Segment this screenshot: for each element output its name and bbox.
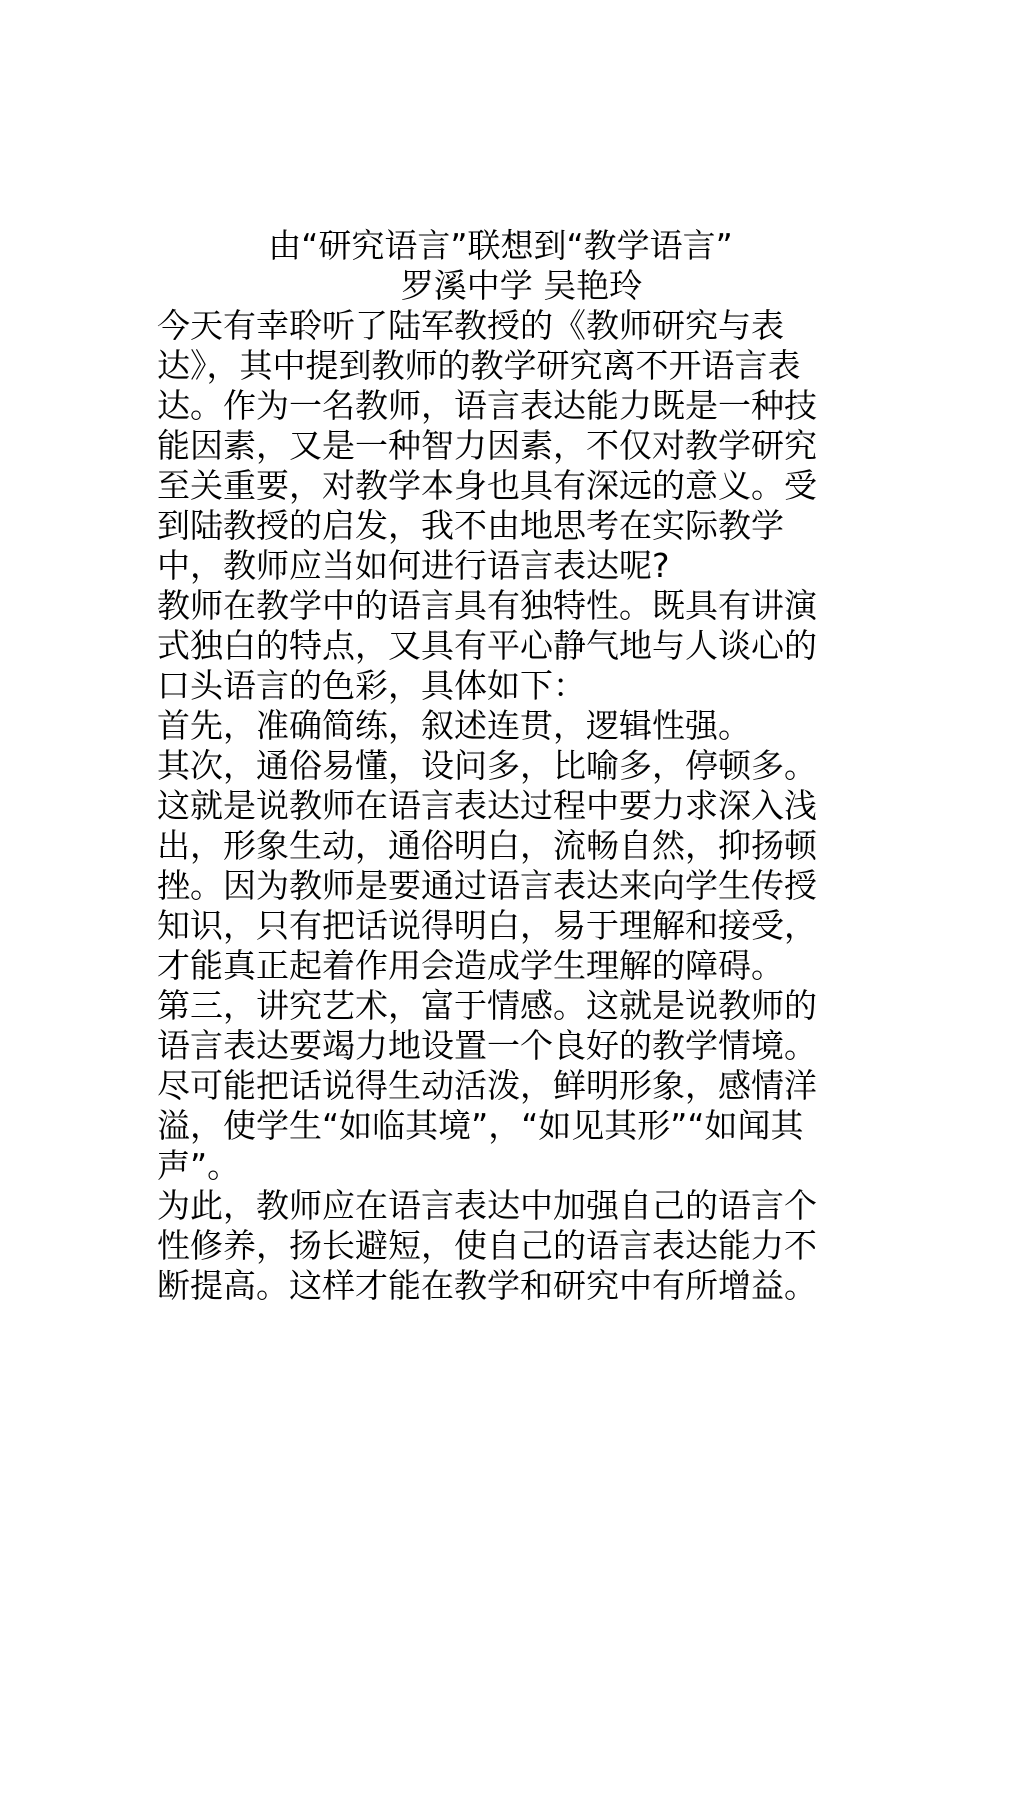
document-author: 罗溪中学 吴艳玲 — [400, 266, 643, 305]
paragraph-conclusion: 为此，教师应在语言表达中加强自己的语言个 性修养，扬长避短，使自己的语言表达能力不 断提高。这样才能在教学和研究中有所增益。 — [157, 1186, 817, 1305]
paragraph-first: 首先，准确简练，叙述连贯，逻辑性强。 — [157, 706, 751, 745]
paragraph-intro: 今天有幸聆听了陆军教授的《教师研究与表 达》，其中提到教师的教学研究离不开语言表 达。作为一名教师，语言表达能力既是一种技 能因素，又是一种智力因素，不仅对教学研究 至关重要，对教学本身也具有深远的意义。受 到陆教授的启发，我不由地思考在实际教学 中，教师应当如何进行语言表达呢? — [157, 306, 817, 585]
paragraph-third: 第三，讲究艺术，富于情感。这就是说教师的 语言表达要竭力地设置一个良好的教学情境。 尽可能把话说得生动活泼，鲜明形象，感情洋 溢，使学生“如临其境”，“如见其形”“如闻其 声”。 — [157, 986, 817, 1185]
document-body — [157, 226, 872, 1306]
paragraph-uniqueness: 教师在教学中的语言具有独特性。既具有讲演 式独白的特点，又具有平心静气地与人谈心的 口头语言的色彩，具体如下： — [157, 586, 817, 705]
paragraph-second: 其次，通俗易懂，设问多，比喻多，停顿多。 这就是说教师在语言表达过程中要力求深入浅 出，形象生动，通俗明白，流畅自然，抑扬顿 挫。因为教师是要通过语言表达来向学生传授 知识，只有把话说得明白，易于理解和接受， 才能真正起着作用会造成学生理解的障碍。 — [157, 746, 817, 985]
document-title: 由“研究语言”联想到“教学语言” — [268, 226, 733, 265]
